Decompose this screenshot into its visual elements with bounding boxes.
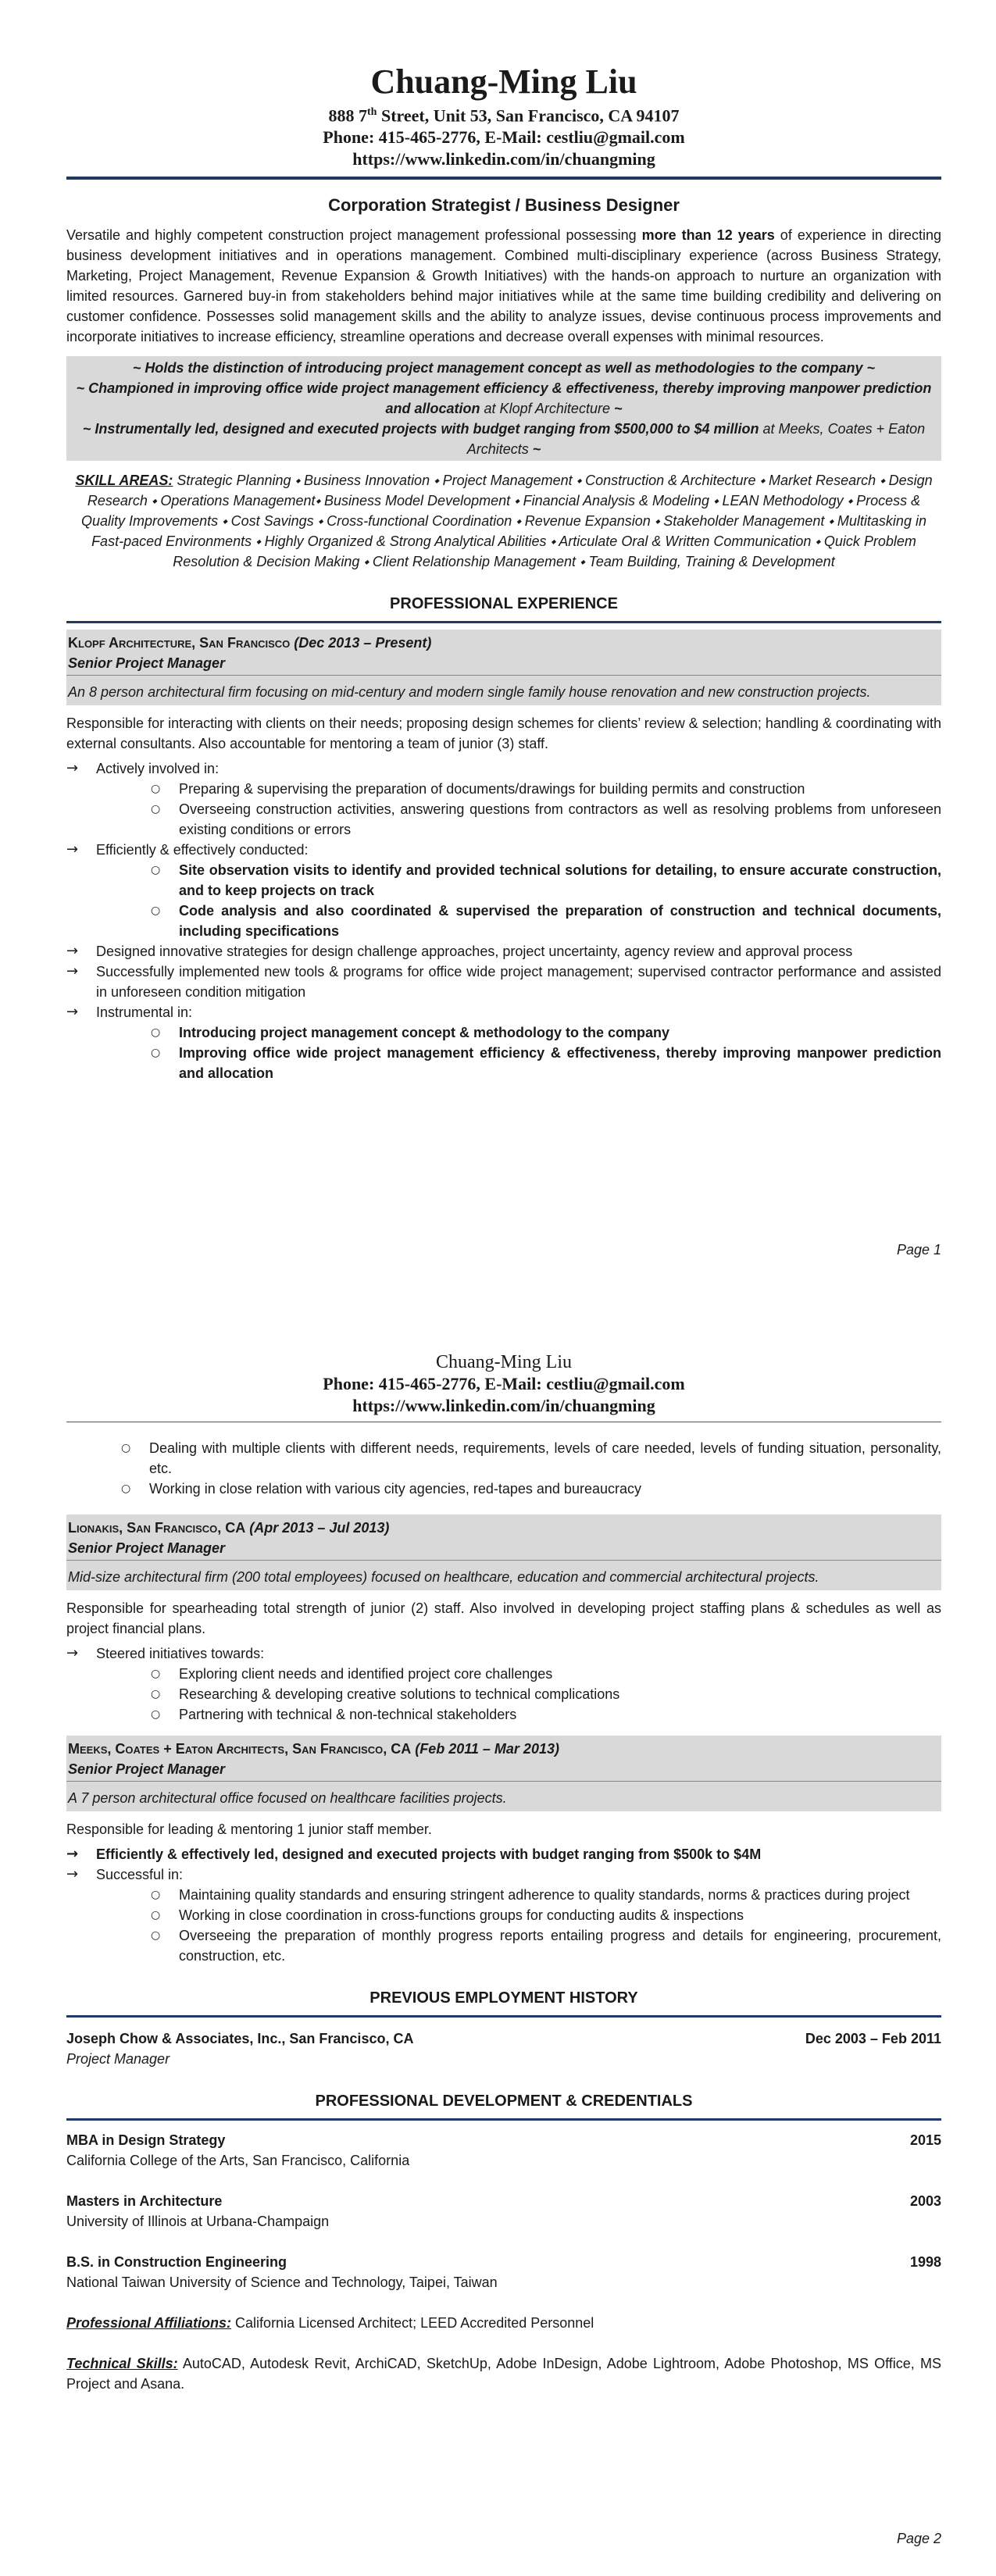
previous-role: Project Manager <box>66 2051 170 2067</box>
page-2-contact: Phone: 415-465-2776, E-Mail: cestliu@gmail.com <box>323 1374 685 1393</box>
list-item: → Successfully implemented new tools & programs for office wide project management; supervised contractor performance and assisted in unforeseen condition mitigation <box>66 962 941 1002</box>
address <box>66 102 941 127</box>
education-row <box>66 2252 941 2272</box>
linkedin-link[interactable]: https://www.linkedin.com/in/chuangming <box>352 149 655 169</box>
job-description: A 7 person architectural office focused on healthcare facilities projects. <box>66 1781 941 1811</box>
technical-skills-label: Technical Skills: <box>66 2356 178 2371</box>
job-role: Senior Project Manager <box>68 1540 226 1556</box>
job-dates: (Dec 2013 – Present) <box>290 635 432 651</box>
bullet-text: Steered initiatives towards: <box>96 1646 265 1661</box>
education-row <box>66 2130 941 2150</box>
technical-skills-text: AutoCAD, Autodesk Revit, ArchiCAD, SketchUp, Adobe InDesign, Adobe Lightroom, Adobe Photoshop, MS Office, MS Project and Asana. <box>66 2356 941 2392</box>
highlight-3-bold: ~ Instrumentally led, designed and executed projects with budget ranging from $500,000 to $4 million <box>82 421 759 437</box>
page-number-2: Page 2 <box>896 2531 941 2546</box>
summary-text-2: of experience in directing business development initiatives and in operations management. Combined multi-disciplinary experience (across Business Strategy, Marketing, Project Management, Revenue Expansion & Growth Initiatives) with the hands-on approach to nurture an organization with limited resources. Garnered buy-in from stakeholders behind major initiatives while at the same time building credibility and delivering on customer confidence. Possesses solid management skills and the ability to analyze issues, devise continuous process improvements and incorporate initiatives to increase efficiency, streamline operations and decrease overall expenses with minimal resources. <box>66 227 941 345</box>
list-item: → Efficiently & effectively led, designed and executed projects with budget ranging from $500k to $4M <box>66 1844 941 1864</box>
job-role: Senior Project Manager <box>68 1761 226 1777</box>
page-2-content <box>66 1328 941 2394</box>
section-professional-experience: PROFESSIONAL EXPERIENCE <box>390 595 618 613</box>
list-item: ○ Overseeing construction activities, answering questions from contractors as well as resolving problems from unforeseen existing conditions or errors <box>151 799 941 840</box>
list-item: ○ Introducing project management concept & methodology to the company <box>151 1022 941 1043</box>
previous-dates: Dec 2003 – Feb 2011 <box>805 2031 941 2046</box>
list-item: ○ Code analysis and also coordinated & supervised the preparation of construction and technical documents, including specifications <box>151 901 941 941</box>
section-divider <box>66 2118 941 2121</box>
list-item <box>66 1864 941 1966</box>
job-bullets <box>66 758 941 1083</box>
highlight-3 <box>66 419 941 459</box>
skill-areas-list: Strategic Planning ⬩ Business Innovation ⬩ Project Management ⬩ Construction & Architecture ⬩ Market Research ⬩ Design Research ⬩ Operations Management⬩ Business Model Development ⬩ Financial Analysis & Modeling ⬩ LEAN Methodology ⬩ Process & Quality Improvements ⬩ Cost Savings ⬩ Cross-functional Coordination ⬩ Revenue Expansion ⬩ Stakeholder Management ⬩ Multitasking in Fast-paced Environments ⬩ Highly Organized & Strong Analytical Abilities ⬩ Articulate Oral & Written Communication ⬩ Quick Problem Resolution & Decision Making ⬩ Client Relationship Management ⬩ Team Building, Training & Development <box>81 473 933 570</box>
highlight-2-text: at Klopf Architecture <box>480 401 614 417</box>
job-meeks <box>66 1736 941 1811</box>
job-dates: (Apr 2013 – Jul 2013) <box>245 1520 390 1536</box>
bullet-text: Efficiently & effectively conducted: <box>96 842 309 858</box>
list-item: ○ Site observation visits to identify and provided technical solutions for detailing, to ensure accurate construction, and to keep projects on track <box>151 860 941 901</box>
education-item <box>66 2252 941 2292</box>
skill-areas-label: SKILL AREAS: <box>75 473 173 489</box>
section-divider <box>66 2015 941 2018</box>
previous-company: Joseph Chow & Associates, Inc., San Francisco, CA <box>66 2031 414 2046</box>
professional-title: Corporation Strategist / Business Designer <box>328 195 680 216</box>
list-item <box>66 1643 941 1725</box>
school: University of Illinois at Urbana-Champaign <box>66 2214 330 2229</box>
education-row <box>66 2191 941 2211</box>
job-lionakis <box>66 1515 941 1590</box>
section-divider <box>66 621 941 623</box>
address-suffix: th <box>367 106 377 118</box>
list-item: ○ Working in close coordination in cross-functions groups for conducting audits & inspections <box>151 1905 941 1925</box>
school: National Taiwan University of Science and Technology, Taipei, Taiwan <box>66 2275 498 2290</box>
job-role: Senior Project Manager <box>68 655 226 672</box>
page-1-content <box>66 0 941 1083</box>
sub-bullets <box>96 779 941 840</box>
highlight-2-tail: ~ <box>613 401 623 417</box>
highlight-2-bold: ~ Championed in improving office wide project management efficiency & effectiveness, thereby improving manpower prediction and allocation <box>76 380 932 417</box>
list-item: ○ Dealing with multiple clients with different needs, requirements, levels of care needed, levels of funding situation, personality, etc. <box>121 1438 941 1479</box>
list-item: ○ Preparing & supervising the preparation of documents/drawings for building permits and construction <box>151 779 941 799</box>
previous-job-row <box>66 2028 941 2049</box>
list-item: ○ Working in close relation with various city agencies, red-tapes and bureaucracy <box>121 1479 941 1499</box>
degree: B.S. in Construction Engineering <box>66 2254 287 2270</box>
job-company: Lionakis, San Francisco, CA <box>68 1520 246 1536</box>
degree: Masters in Architecture <box>66 2193 223 2209</box>
list-item: ○ Researching & developing creative solutions to technical complications <box>151 1684 941 1704</box>
header-divider <box>66 177 941 180</box>
degree-year: 1998 <box>909 2254 941 2270</box>
sub-bullets <box>96 1664 941 1725</box>
section-previous-employment: PREVIOUS EMPLOYMENT HISTORY <box>369 1989 638 2007</box>
education-list <box>66 2130 941 2292</box>
list-item: ○ Improving office wide project management efficiency & effectiveness, thereby improving manpower prediction and allocation <box>151 1043 941 1083</box>
list-item: ○ Exploring client needs and identified project core challenges <box>151 1664 941 1684</box>
professional-affiliations <box>66 2313 941 2333</box>
list-item: → Designed innovative strategies for design challenge approaches, project uncertainty, agency review and approval process <box>66 941 941 962</box>
highlight-3-text: at Meeks, Coates + Eaton Architects <box>466 421 926 458</box>
job-klopf <box>66 630 941 705</box>
job-responsibilities: Responsible for spearheading total strength of junior (2) staff. Also involved in developing project staffing plans & schedules as well as project financial plans. <box>66 1600 941 1636</box>
list-item <box>66 1002 941 1083</box>
education-item <box>66 2191 941 2232</box>
page-number-1: Page 1 <box>896 1242 941 1258</box>
job-responsibilities: Responsible for interacting with clients on their needs; proposing design schemes for clients’ review & selection; handling & coordinating with external consultants. Also accountable for mentoring a team of junior (3) staff. <box>66 715 941 752</box>
job-description: Mid-size architectural firm (200 total employees) focused on healthcare, education and commercial architectural projects. <box>66 1560 941 1590</box>
job-header <box>66 1515 941 1560</box>
summary-text-1: Versatile and highly competent construction project management professional possessing <box>66 227 642 244</box>
contact-line: Phone: 415-465-2776, E-Mail: cestliu@gmail.com <box>323 127 685 148</box>
page-2-name: Chuang-Ming Liu <box>436 1352 572 1372</box>
highlight-1-text: ~ Holds the distinction of introducing project management concept as well as methodologies to the company ~ <box>132 360 876 376</box>
affiliations-text: California Licensed Architect; LEED Accredited Personnel <box>231 2315 594 2331</box>
technical-skills <box>66 2353 941 2394</box>
bullet-text: Actively involved in: <box>96 761 220 777</box>
highlight-3-tail: ~ <box>532 441 541 458</box>
summary-years: more than 12 years <box>641 227 775 244</box>
job-company: Klopf Architecture, San Francisco <box>68 635 291 651</box>
page-2-linkedin[interactable]: https://www.linkedin.com/in/chuangming <box>352 1396 655 1415</box>
highlight-1 <box>66 358 941 378</box>
job-header <box>66 1736 941 1781</box>
candidate-name: Chuang-Ming Liu <box>370 62 637 101</box>
highlights-box <box>66 356 941 461</box>
job-bullets <box>66 1844 941 1966</box>
job-bullets <box>66 1643 941 1725</box>
address-number: 888 7 <box>328 105 367 126</box>
list-item <box>66 840 941 941</box>
job-header <box>66 630 941 675</box>
bullet-text: Instrumental in: <box>96 1004 193 1021</box>
skill-areas <box>66 470 941 572</box>
sub-bullets <box>96 1022 941 1083</box>
bullet-text: Successful in: <box>96 1867 184 1882</box>
summary-paragraph <box>66 225 941 347</box>
highlight-2 <box>66 378 941 419</box>
job-company: Meeks, Coates + Eaton Architects, San Francisco, CA <box>68 1741 412 1757</box>
section-credentials: PROFESSIONAL DEVELOPMENT & CREDENTIALS <box>315 2093 693 2110</box>
job-dates: (Feb 2011 – Mar 2013) <box>411 1741 559 1757</box>
sub-bullets <box>96 1885 941 1966</box>
degree: MBA in Design Strategy <box>66 2132 226 2148</box>
education-item <box>66 2130 941 2171</box>
resume-page-1 <box>0 0 996 1281</box>
continued-bullets <box>66 1438 941 1499</box>
job-description: An 8 person architectural firm focusing on mid-century and modern single family house renovation and new construction projects. <box>66 675 941 705</box>
school: California College of the Arts, San Francisco, California <box>66 2153 410 2168</box>
resume-page-2 <box>0 1328 996 2576</box>
list-item: ○ Maintaining quality standards and ensuring stringent adherence to quality standards, norms & practices during project <box>151 1885 941 1905</box>
address-street: Street, Unit 53, San Francisco, CA 94107 <box>377 105 680 126</box>
degree-year: 2003 <box>909 2193 941 2209</box>
degree-year: 2015 <box>909 2132 941 2148</box>
list-item: ○ Overseeing the preparation of monthly progress reports entailing progress and details for engineering, procurement, construction, etc. <box>151 1925 941 1966</box>
affiliations-label: Professional Affiliations: <box>66 2315 232 2331</box>
list-item: ○ Partnering with technical & non-technical stakeholders <box>151 1704 941 1725</box>
sub-bullets <box>96 860 941 941</box>
list-item <box>66 758 941 840</box>
job-responsibilities: Responsible for leading & mentoring 1 junior staff member. <box>66 1821 432 1837</box>
